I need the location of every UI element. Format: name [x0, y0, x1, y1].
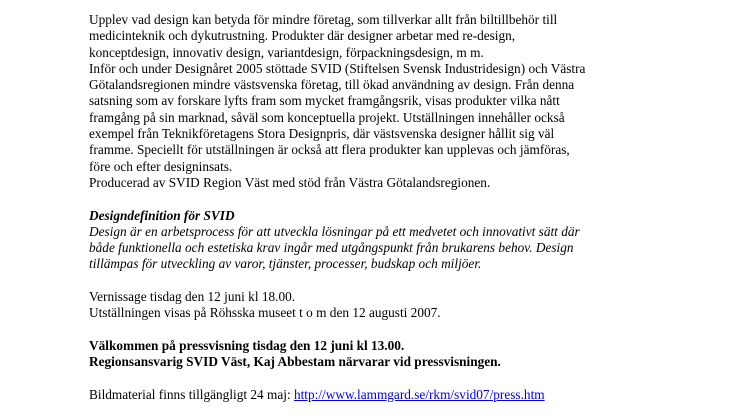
exhibition-dates-line: Utställningen visas på Röhsska museet t o m den 12 augusti 2007.	[89, 305, 441, 321]
definition-line: både funktionella och estetiska krav ingår med utgångspunkt från brukarens behov. Design	[89, 240, 574, 256]
intro-line: framme. Speciellt för utställningen är också att flera produkter kan upplevas och jämföras,	[89, 142, 570, 158]
regional-contact-line: Regionsansvarig SVID Väst, Kaj Abbestam närvarar vid pressvisningen.	[89, 354, 501, 370]
intro-line: Götalandsregionen mindre västsvenska företag, till ökad användning av design. Från denna	[89, 77, 575, 93]
image-material-line	[89, 387, 699, 403]
intro-line: Producerad av SVID Region Väst med stöd från Västra Götalandsregionen.	[89, 174, 491, 190]
image-material-text: Bildmaterial finns tillgängligt 24 maj:	[89, 386, 294, 402]
intro-line: satsning som av forskare lyfts fram som mycket framgångsrik, visas produkter vilka nått	[89, 93, 560, 109]
intro-line: medicinteknik och dykutrustning. Produkter där designer arbetar med re-design,	[89, 28, 516, 44]
definition-heading: Designdefinition för SVID	[89, 207, 235, 223]
press-release-body	[89, 12, 699, 403]
intro-line: Upplev vad design kan betyda för mindre företag, som tillverkar allt från biltillbehör till	[89, 12, 558, 27]
intro-line: exempel från Teknikföretagens Stora Designpris, där västsvenska designer hållit sig väl	[89, 126, 555, 142]
press-showing-line: Välkommen på pressvisning tisdag den 12 juni kl 13.00.	[89, 337, 405, 353]
intro-line: framgång på sin marknad, såväl som konceptuella projekt. Utställningen innehåller också	[89, 109, 565, 125]
definition-line: Design är en arbetsprocess för att utveckla lösningar på ett medvetet och innovativt sätt där	[89, 223, 580, 239]
press-invitation	[89, 338, 699, 371]
design-definition-section	[89, 208, 699, 273]
vernissage-line: Vernissage tisdag den 12 juni kl 18.00.	[89, 289, 296, 305]
press-images-link[interactable]: http://www.lammgard.se/rkm/svid07/press.htm	[293, 386, 545, 402]
definition-line: tillämpas för utveckling av varor, tjänster, processer, budskap och miljöer.	[89, 256, 482, 272]
intro-line: före och efter designinsats.	[89, 158, 233, 174]
paragraph-spacer	[89, 322, 699, 338]
event-info	[89, 289, 699, 322]
paragraph-spacer	[89, 371, 699, 387]
paragraph-spacer	[89, 191, 699, 207]
intro-line: Inför och under Designåret 2005 stöttade SVID (Stiftelsen Svensk Industridesign) och Västra	[89, 60, 586, 76]
paragraph-spacer	[89, 273, 699, 289]
intro-line: konceptdesign, innovativ design, variantdesign, förpackningsdesign, m m.	[89, 44, 484, 60]
intro-paragraph	[89, 12, 699, 191]
